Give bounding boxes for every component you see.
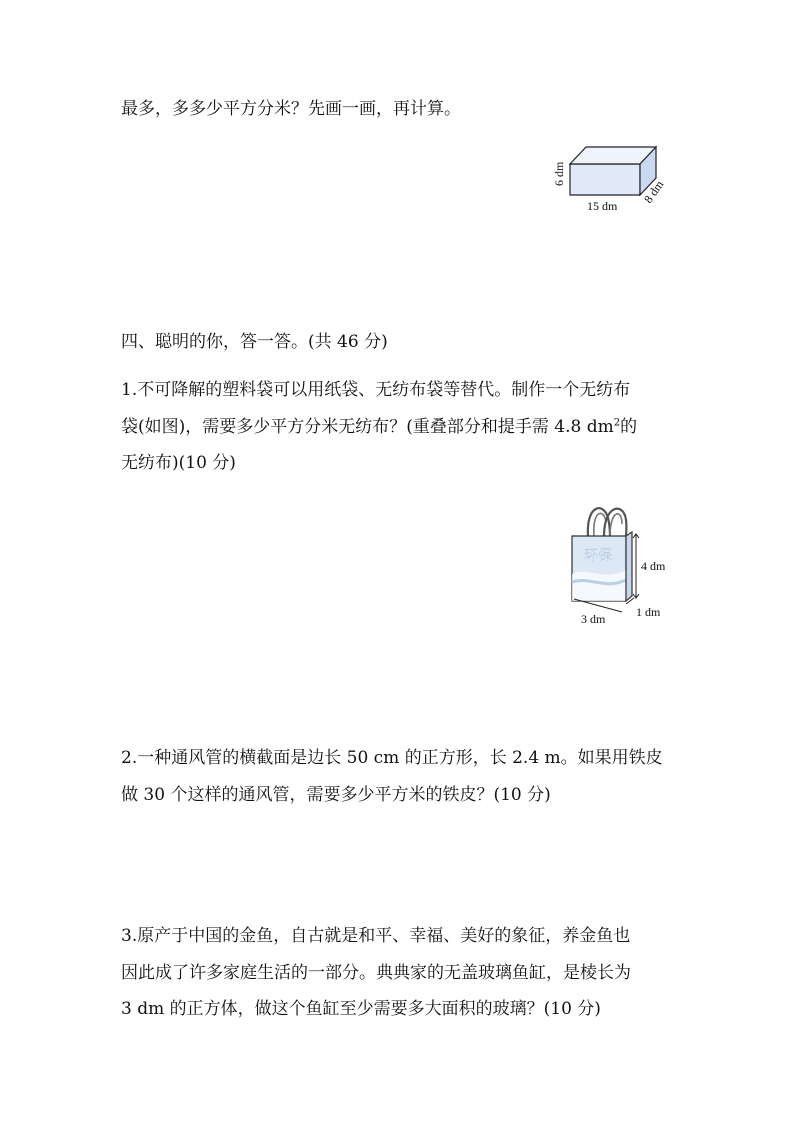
bag-length-label: 3 dm [581, 612, 606, 626]
bag-print-text: 环保 [584, 548, 612, 564]
section-heading: 四、聪明的你，答一答。(共 46 分) [121, 332, 388, 352]
bag-height-label: 4 dm [641, 559, 666, 573]
q1-superscript: 2 [613, 417, 621, 429]
q2-line-1: 2.一种通风管的横截面是边长 50 cm 的正方形，长 2.4 m。如果用铁皮 [121, 748, 663, 768]
bag-width-label: 1 dm [636, 605, 661, 619]
cuboid-height-label: 6 dm [552, 161, 566, 186]
q1-line-2-end: 的 [620, 417, 638, 437]
q1-line-2 [121, 416, 637, 438]
q3-line-3: 3 dm 的正方体，做这个鱼缸至少需要多大面积的玻璃？(10 分) [121, 999, 601, 1019]
q1-line-2-text: 袋(如图)，需要多少平方分米无纺布？(重叠部分和提手需 4.8 dm [121, 417, 614, 437]
question-prev-text: 最多，多多少平方分米？先画一画，再计算。 [121, 99, 461, 119]
cuboid-width-label: 8 dm [640, 177, 667, 206]
cuboid-length-label: 15 dm [587, 199, 618, 213]
q3-line-2: 因此成了许多家庭生活的一部分。典典家的无盖玻璃鱼缸，是棱长为 [121, 963, 631, 983]
bag-figure [560, 500, 680, 630]
q2-line-2: 做 30 个这样的通风管，需要多少平方米的铁皮？(10 分) [121, 785, 551, 805]
q3-line-1: 3.原产于中国的金鱼，自古就是和平、幸福、美好的象征，养金鱼也 [121, 926, 631, 946]
q1-line-1: 1.不可降解的塑料袋可以用纸袋、无纺布袋等替代。制作一个无纺布 [121, 380, 631, 400]
cuboid-figure [548, 140, 688, 220]
q1-line-3: 无纺布)(10 分) [121, 453, 236, 473]
